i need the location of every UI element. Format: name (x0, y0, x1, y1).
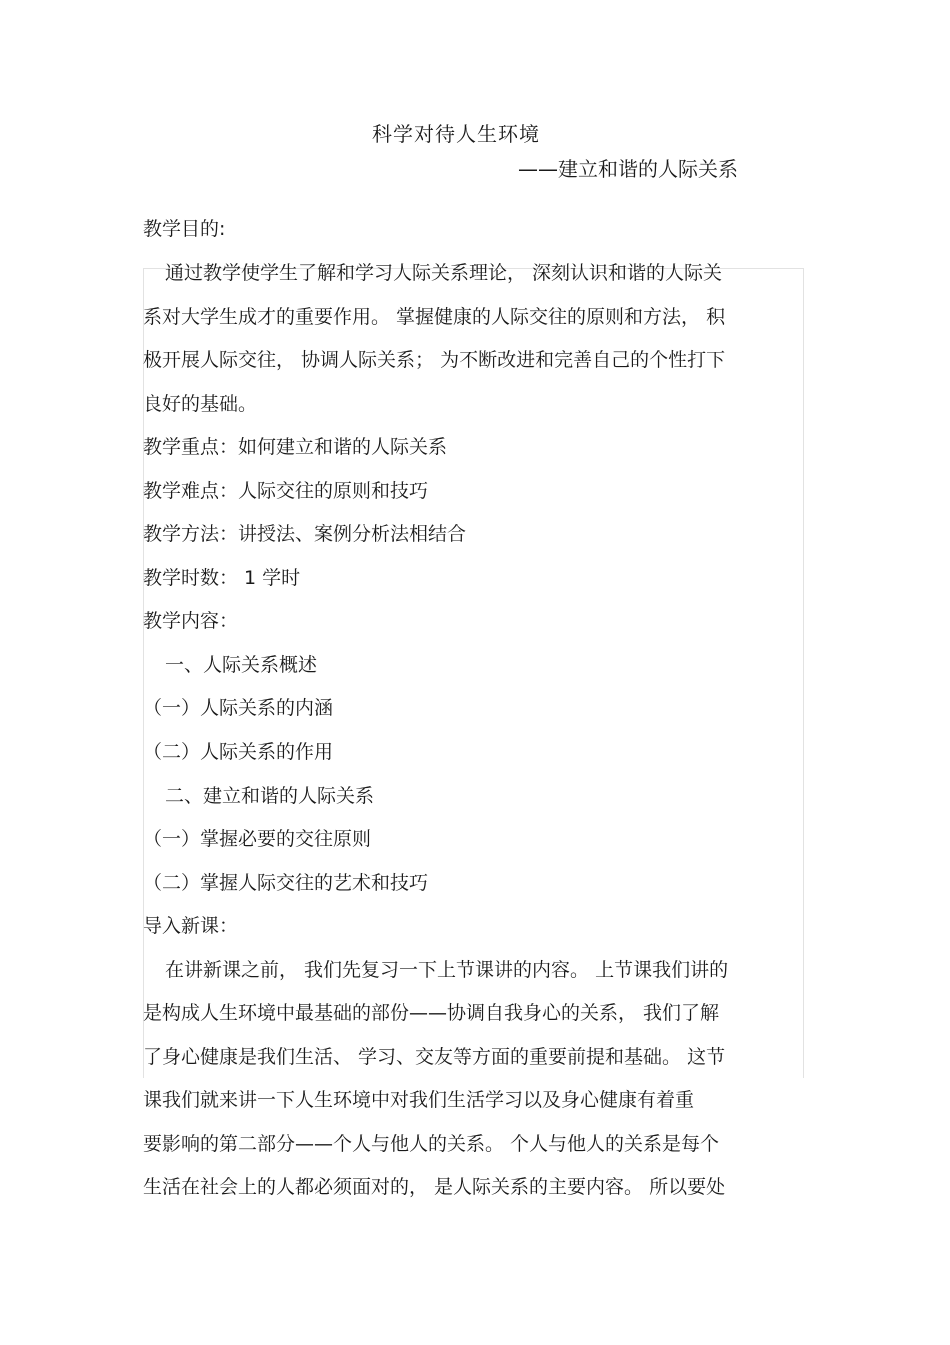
document-subtitle: ——建立和谐的人际关系 (518, 157, 738, 181)
intro-line-6: 生活在社会上的人都必须面对的， 是人际关系的主要内容。 所以要处 (143, 1176, 726, 1198)
teaching-method: 教学方法：讲授法、案例分析法相结合 (143, 523, 467, 545)
objective-line-2: 系对大学生成才的重要作用。 掌握健康的人际交往的原则和方法， 积 (143, 306, 726, 328)
teaching-hours: 教学时数： 1 学时 (143, 567, 301, 589)
objective-heading: 教学目的: (143, 218, 226, 240)
objective-line-3: 极开展人际交往， 协调人际关系； 为不断改进和完善自己的个性打下 (143, 349, 726, 371)
key-point: 教学重点：如何建立和谐的人际关系 (143, 436, 448, 458)
outline-item-1: 一、人际关系概述 (165, 654, 318, 676)
outline-item-1-1: （一）人际关系的内涵 (143, 697, 334, 719)
intro-line-2: 是构成人生环境中最基础的部份——协调自我身心的关系， 我们了解 (143, 1002, 720, 1024)
content-heading: 教学内容： (143, 610, 239, 632)
frame-right-line (803, 268, 804, 1078)
outline-item-2: 二、建立和谐的人际关系 (165, 785, 375, 807)
objective-line-4: 良好的基础。 (143, 393, 258, 415)
intro-line-5: 要影响的第二部分——个人与他人的关系。 个人与他人的关系是每个 (143, 1133, 720, 1155)
frame-left-line (143, 268, 144, 1078)
difficult-point: 教学难点：人际交往的原则和技巧 (143, 480, 429, 502)
intro-line-3: 了身心健康是我们生活、 学习、交友等方面的重要前提和基础。 这节 (143, 1046, 726, 1068)
objective-line-1: 通过教学使学生了解和学习人际关系理论， 深刻认识和谐的人际关 (165, 262, 723, 284)
intro-line-4: 课我们就来讲一下人生环境中对我们生活学习以及身心健康有着重 (143, 1089, 695, 1111)
outline-item-1-2: （二）人际关系的作用 (143, 741, 334, 763)
outline-item-2-1: （一）掌握必要的交往原则 (143, 828, 372, 850)
document-title: 科学对待人生环境 (372, 122, 540, 146)
intro-line-1: 在讲新课之前， 我们先复习一下上节课讲的内容。 上节课我们讲的 (165, 959, 729, 981)
intro-heading: 导入新课： (143, 915, 239, 937)
outline-item-2-2: （二）掌握人际交往的艺术和技巧 (143, 872, 429, 894)
